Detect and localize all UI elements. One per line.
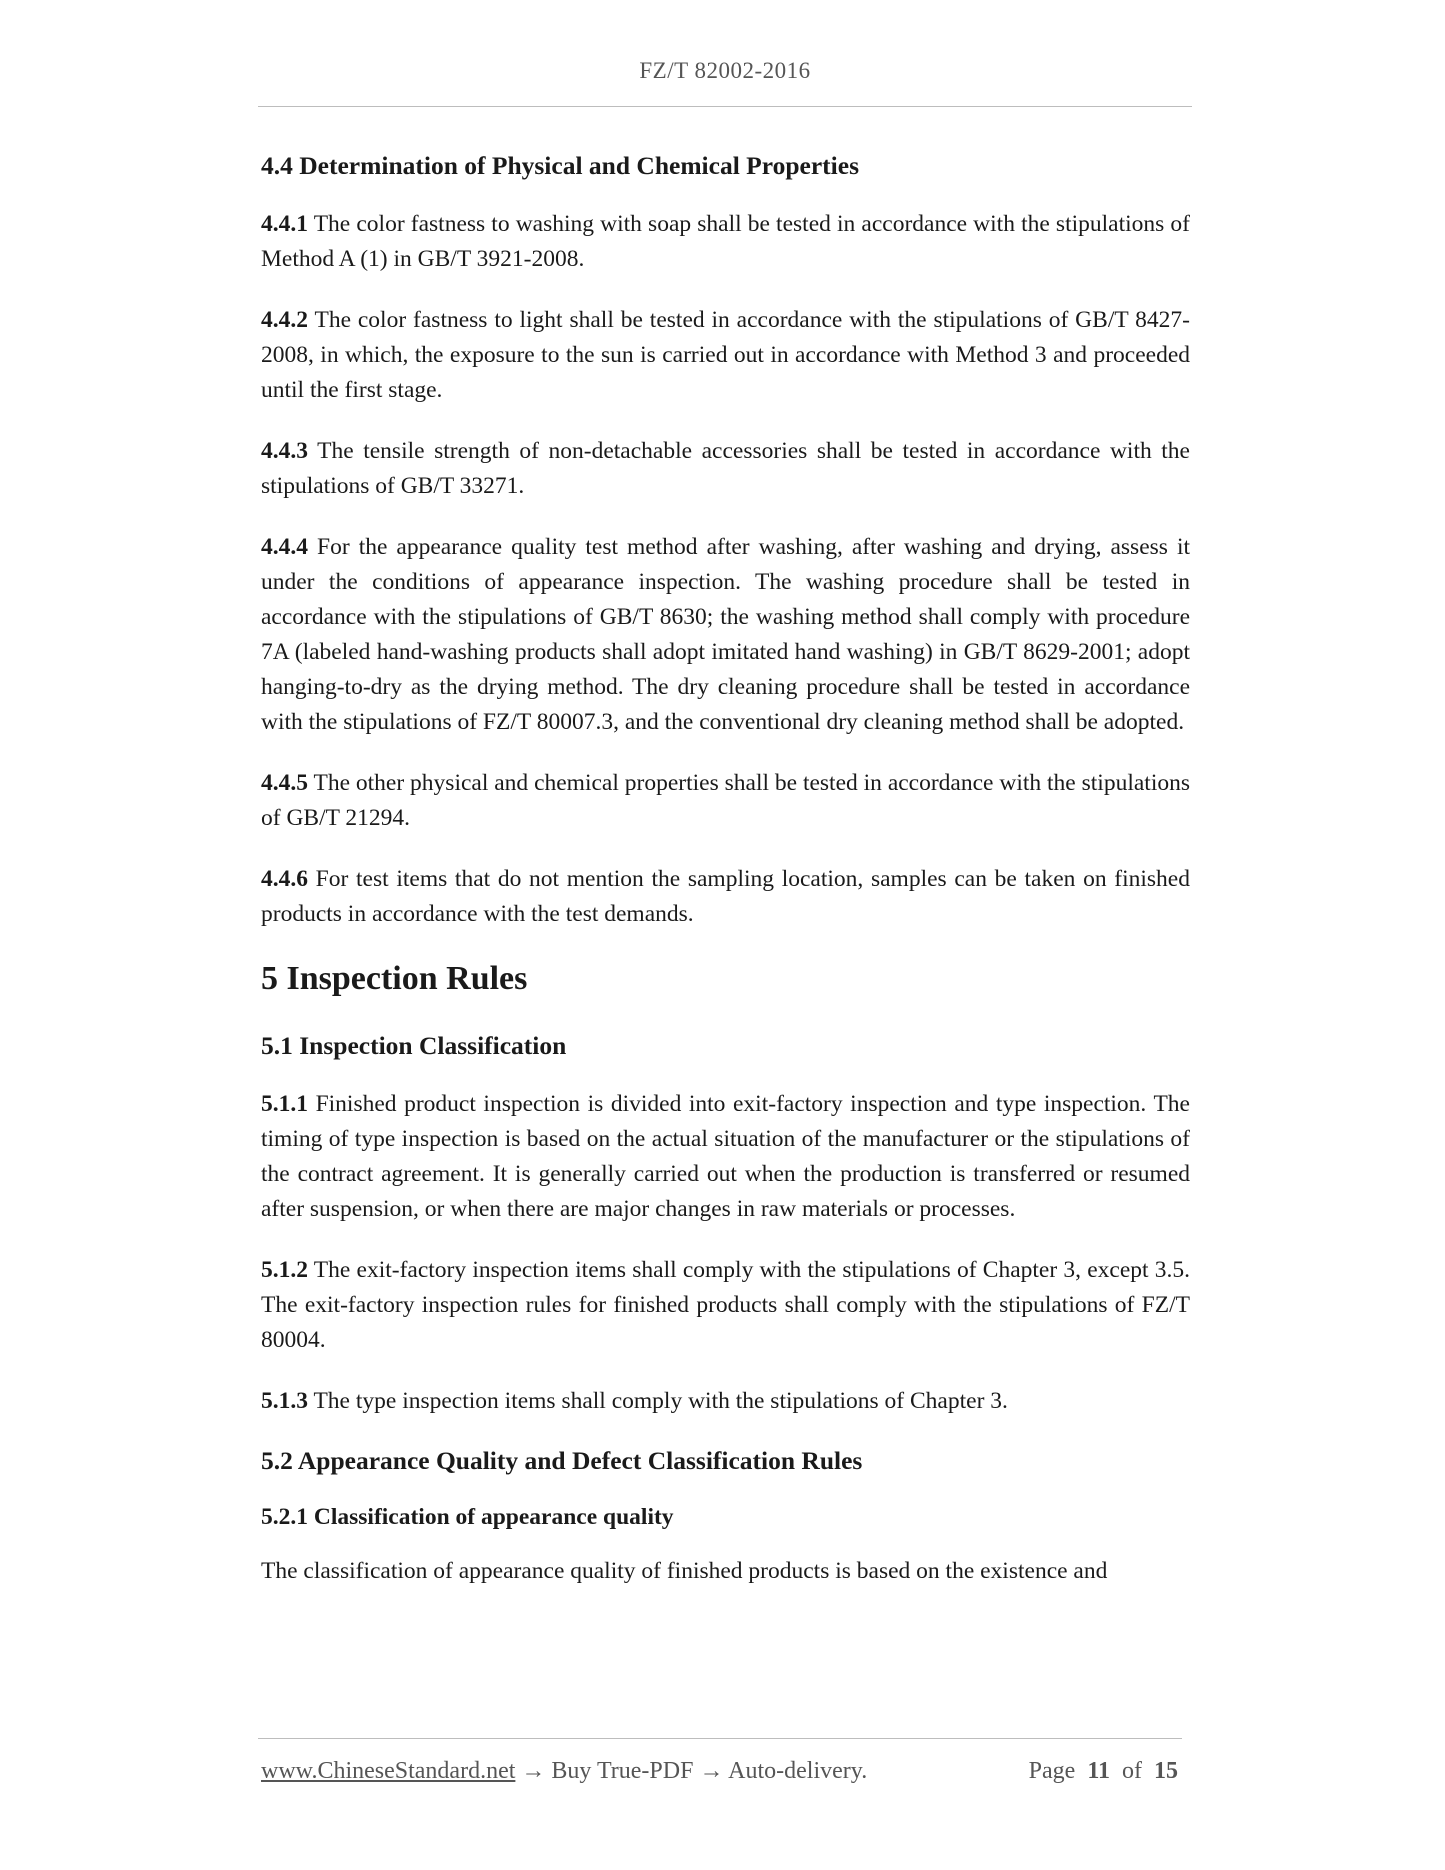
clause-number: 4.4.1 — [261, 211, 308, 237]
subsection-heading-5-2-1: 5.2.1 Classification of appearance quality — [261, 1504, 674, 1530]
of-label: of — [1122, 1758, 1142, 1784]
clause-5-1-1 — [261, 1087, 1190, 1227]
clause-text: The tensile strength of non-detachable accessories shall be tested in accordance with the stipulations of GB/T 33271. — [261, 438, 1190, 499]
chapter-heading-5: 5 Inspection Rules — [261, 960, 528, 997]
website-link[interactable]: www.ChineseStandard.net — [261, 1758, 516, 1784]
clause-number: 4.4.4 — [261, 534, 308, 560]
clause-text: The color fastness to light shall be tested in accordance with the stipulations of GB/T 8427-2008, in which, the exposure to the sun is carried out in accordance with Method 3 and proceeded until the first stage. — [261, 307, 1190, 403]
running-header: FZ/T 82002-2016 — [639, 58, 811, 83]
clause-4-4-6 — [261, 862, 1190, 932]
page-indicator — [1029, 1758, 1178, 1785]
clause-4-4-1 — [261, 207, 1190, 277]
footer-divider — [258, 1738, 1182, 1739]
clause-5-1-3 — [261, 1384, 1190, 1419]
clause-4-4-4 — [261, 530, 1190, 740]
page-footer — [261, 1758, 1182, 1785]
paragraph-5-2-1: The classification of appearance quality of finished products is based on the existence and — [261, 1558, 1108, 1584]
clause-number: 4.4.5 — [261, 770, 308, 796]
clause-5-1-2 — [261, 1253, 1190, 1358]
clause-4-4-5 — [261, 766, 1190, 836]
clause-text: For test items that do not mention the sampling location, samples can be taken on finished products in accordance with the test demands. — [261, 866, 1190, 927]
clause-text: The exit-factory inspection items shall comply with the stipulations of Chapter 3, except 3.5. The exit-factory inspection rules for finished products shall comply with the stipulations of FZ/T 80004. — [261, 1257, 1190, 1353]
clause-number: 5.1.1 — [261, 1091, 308, 1117]
clause-number: 5.1.3 — [261, 1388, 308, 1414]
clause-number: 5.1.2 — [261, 1257, 308, 1283]
section-heading-4-4: 4.4 Determination of Physical and Chemical Properties — [261, 151, 859, 180]
clause-text: The type inspection items shall comply with the stipulations of Chapter 3. — [308, 1388, 1008, 1414]
clause-text: The color fastness to washing with soap shall be tested in accordance with the stipulations of Method A (1) in GB/T 3921-2008. — [261, 211, 1190, 272]
arrow-icon: → — [515, 1758, 552, 1784]
clause-number: 4.4.2 — [261, 307, 308, 333]
clause-4-4-2 — [261, 303, 1190, 408]
page-number: 11 — [1087, 1758, 1110, 1784]
clause-number: 4.4.6 — [261, 866, 308, 892]
page-label: Page — [1028, 1758, 1076, 1784]
buy-link[interactable]: Buy True-PDF — [551, 1758, 694, 1784]
clause-number: 4.4.3 — [261, 438, 308, 464]
clause-text: Finished product inspection is divided into exit-factory inspection and type inspection. The timing of type inspection is based on the actual situation of the manufacturer or the stipulations of the contract agreement. It is generally carried out when the production is transferred or resumed after suspension, or when there are major changes in raw materials or processes. — [261, 1091, 1190, 1222]
section-heading-5-1: 5.1 Inspection Classification — [261, 1031, 567, 1060]
section-heading-5-2: 5.2 Appearance Quality and Defect Classification Rules — [261, 1446, 863, 1475]
clause-text: For the appearance quality test method after washing, after washing and drying, assess it under the conditions of appearance inspection. The washing procedure shall be tested in accordance with the stipulations of GB/T 8630; the washing method shall comply with procedure 7A (labeled hand-washing products shall adopt imitated hand washing) in GB/T 8629-2001; adopt hanging-to-dry as the drying method. The dry cleaning procedure shall be tested in accordance with the stipulations of FZ/T 80007.3, and the conventional dry cleaning method shall be adopted. — [261, 534, 1190, 735]
clause-4-4-3 — [261, 434, 1190, 504]
page-total: 15 — [1154, 1758, 1178, 1784]
clause-text: The other physical and chemical properties shall be tested in accordance with the stipulations of GB/T 21294. — [261, 770, 1190, 831]
document-body — [261, 150, 1190, 1615]
header-divider — [258, 106, 1192, 107]
delivery-text: Auto-delivery. — [728, 1758, 868, 1784]
arrow-icon: → — [693, 1758, 729, 1784]
